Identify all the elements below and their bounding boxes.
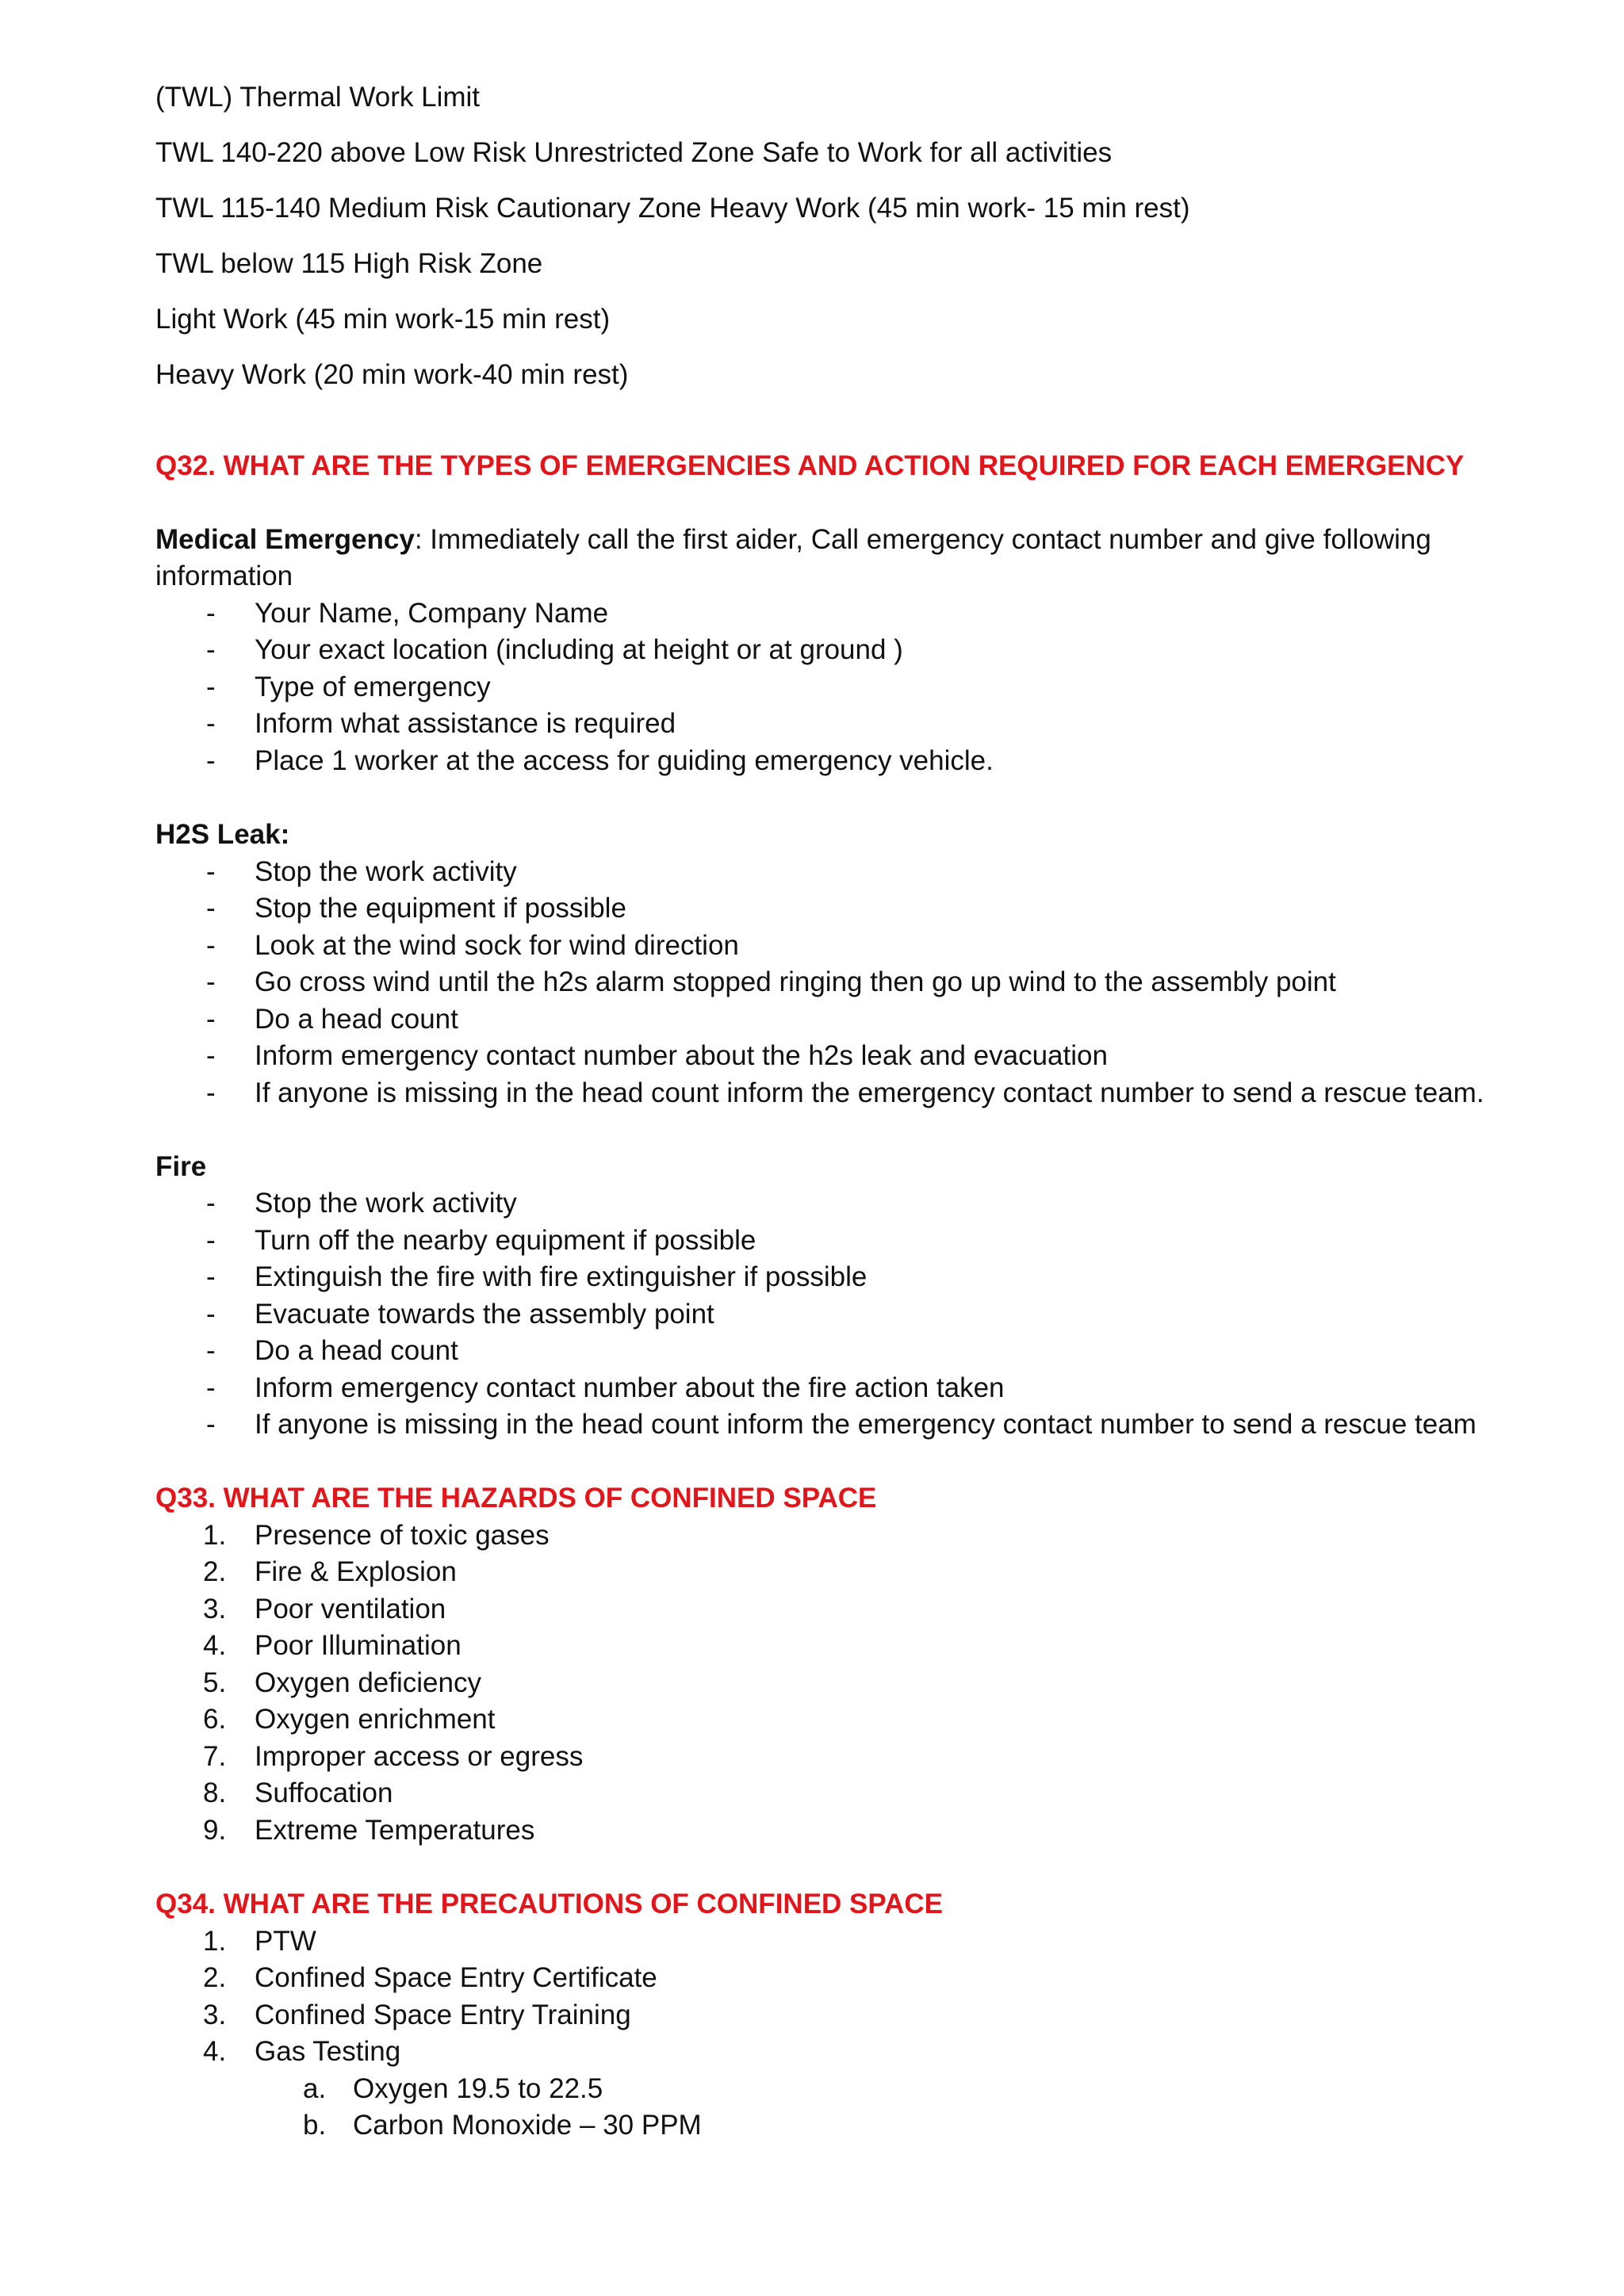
list-item: Fire & Explosion (255, 1556, 457, 1587)
list-number: 3. (203, 1999, 227, 2030)
list-item: Inform emergency contact number about the h2s leak and evacuation (255, 1040, 1108, 1071)
list-item: If anyone is missing in the head count inform the emergency contact number to send a rescue team (255, 1409, 1477, 1440)
dash-bullet: - (206, 672, 216, 702)
dash-bullet: - (206, 1077, 216, 1108)
list-item: Inform emergency contact number about the fire action taken (255, 1372, 1005, 1403)
dash-bullet: - (206, 1335, 216, 1366)
list-item: Suffocation (255, 1777, 393, 1808)
h2s-leak-label: H2S Leak: (155, 819, 290, 850)
list-item: Extreme Temperatures (255, 1815, 535, 1846)
list-number: 5. (203, 1667, 227, 1698)
medical-emergency-text: : Immediately call the first aider, Call emergency contact number and give following (414, 524, 1431, 555)
list-letter: a. (303, 2073, 327, 2104)
dash-bullet: - (206, 856, 216, 887)
q34-heading: Q34. WHAT ARE THE PRECAUTIONS OF CONFINED SPACE (155, 1888, 944, 1919)
medical-emergency-line (155, 522, 1431, 557)
list-item: Your exact location (including at height or at ground ) (255, 634, 903, 665)
twl-line: TWL below 115 High Risk Zone (155, 248, 543, 279)
list-letter: b. (303, 2110, 327, 2141)
dash-bullet: - (206, 1004, 216, 1035)
dash-bullet: - (206, 1261, 216, 1292)
list-item: Stop the work activity (255, 856, 517, 887)
list-item: Extinguish the fire with fire extinguisher if possible (255, 1261, 868, 1292)
dash-bullet: - (206, 598, 216, 629)
dash-bullet: - (206, 1040, 216, 1071)
list-number: 6. (203, 1704, 227, 1735)
medical-emergency-label: Medical Emergency (155, 524, 415, 555)
twl-title: (TWL) Thermal Work Limit (155, 82, 481, 113)
list-item: Type of emergency (255, 672, 491, 702)
list-item: Your Name, Company Name (255, 598, 609, 629)
dash-bullet: - (206, 1409, 216, 1440)
twl-line: Heavy Work (20 min work-40 min rest) (155, 359, 629, 390)
list-number: 4. (203, 1630, 227, 1661)
twl-line: TWL 140-220 above Low Risk Unrestricted Zone Safe to Work for all activities (155, 137, 1113, 168)
list-number: 1. (203, 1520, 227, 1551)
list-item: Poor ventilation (255, 1594, 446, 1624)
list-item: Place 1 worker at the access for guiding emergency vehicle. (255, 745, 994, 776)
list-item: Do a head count (255, 1004, 458, 1035)
list-number: 4. (203, 2036, 227, 2067)
list-item: Stop the equipment if possible (255, 893, 626, 924)
list-item: Turn off the nearby equipment if possible (255, 1225, 756, 1256)
medical-emergency-text-cont: information (155, 561, 293, 591)
q33-heading: Q33. WHAT ARE THE HAZARDS OF CONFINED SPACE (155, 1483, 877, 1513)
dash-bullet: - (206, 1299, 216, 1330)
list-item: Gas Testing (255, 2036, 401, 2067)
twl-line: TWL 115-140 Medium Risk Cautionary Zone Heavy Work (45 min work- 15 min rest) (155, 193, 1190, 224)
list-number: 2. (203, 1962, 227, 1993)
list-item: Stop the work activity (255, 1188, 517, 1219)
dash-bullet: - (206, 745, 216, 776)
dash-bullet: - (206, 1188, 216, 1219)
twl-line: Light Work (45 min work-15 min rest) (155, 304, 611, 335)
list-item: Confined Space Entry Certificate (255, 1962, 657, 1993)
dash-bullet: - (206, 1372, 216, 1403)
list-number: 3. (203, 1594, 227, 1624)
dash-bullet: - (206, 966, 216, 997)
list-item: Improper access or egress (255, 1741, 584, 1772)
dash-bullet: - (206, 634, 216, 665)
dash-bullet: - (206, 930, 216, 961)
list-item: PTW (255, 1926, 316, 1957)
dash-bullet: - (206, 1225, 216, 1256)
list-item: Oxygen enrichment (255, 1704, 496, 1735)
list-item: Presence of toxic gases (255, 1520, 550, 1551)
fire-label: Fire (155, 1151, 207, 1182)
list-item: Go cross wind until the h2s alarm stopped ringing then go up wind to the assembly point (255, 966, 1336, 997)
list-number: 7. (203, 1741, 227, 1772)
list-item: Evacuate towards the assembly point (255, 1299, 714, 1330)
sub-list-item: Oxygen 19.5 to 22.5 (353, 2073, 603, 2104)
list-number: 9. (203, 1815, 227, 1846)
sub-list-item: Carbon Monoxide – 30 PPM (353, 2110, 702, 2141)
list-item: Look at the wind sock for wind direction (255, 930, 739, 961)
list-item: If anyone is missing in the head count inform the emergency contact number to send a rescue team. (255, 1077, 1484, 1108)
list-number: 2. (203, 1556, 227, 1587)
dash-bullet: - (206, 708, 216, 739)
list-item: Do a head count (255, 1335, 458, 1366)
list-item: Poor Illumination (255, 1630, 462, 1661)
list-item: Confined Space Entry Training (255, 1999, 631, 2030)
list-number: 8. (203, 1777, 227, 1808)
list-number: 1. (203, 1926, 227, 1957)
list-item: Oxygen deficiency (255, 1667, 481, 1698)
dash-bullet: - (206, 893, 216, 924)
list-item: Inform what assistance is required (255, 708, 676, 739)
q32-heading: Q32. WHAT ARE THE TYPES OF EMERGENCIES AND ACTION REQUIRED FOR EACH EMERGENCY (155, 450, 1465, 481)
